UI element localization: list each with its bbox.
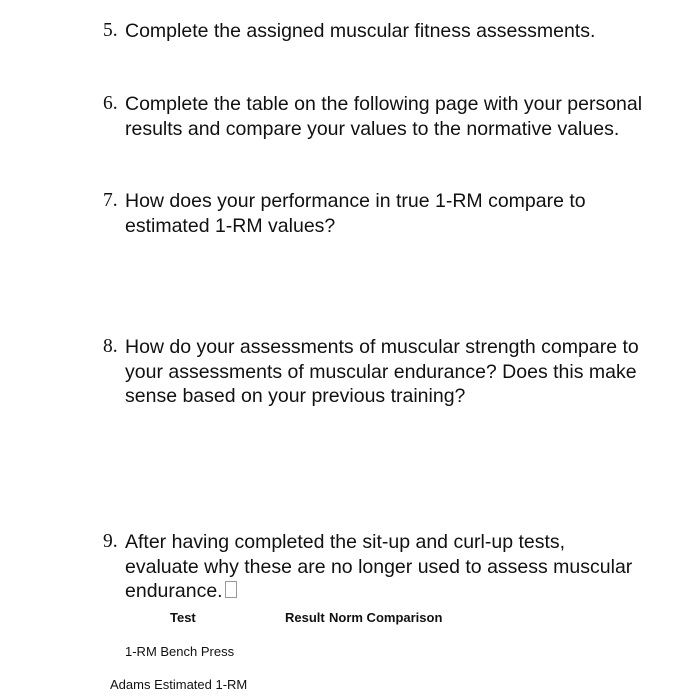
missing-glyph-icon [225,581,237,598]
question-5 [103,19,643,44]
question-6 [103,92,643,141]
question-number: 9. [103,531,118,552]
question-7 [103,189,643,238]
table-header-norm: Norm Comparison [329,610,443,625]
question-number: 7. [103,190,118,211]
question-text: Complete the assigned muscular fitness assessments. [125,20,596,42]
question-number: 5. [103,20,118,41]
question-text-wrap [125,530,643,604]
question-text: How do your assessments of muscular strength compare to your assessments of muscular endurance? Does this make sense based on your previous training? [125,336,639,407]
question-text: How does your performance in true 1-RM compare to estimated 1-RM values? [125,190,586,237]
question-number: 6. [103,93,118,114]
table-header-result: Result [285,610,325,625]
table-row-label: Adams Estimated 1-RM [110,677,248,692]
question-9 [103,530,643,604]
table-header-test: Test [170,610,196,625]
question-text: After having completed the sit-up and curl-up tests, evaluate why these are no longer used to assess muscular endurance. [125,531,633,602]
question-number: 8. [103,336,118,357]
table-row-label: 1-RM Bench Press [125,644,235,659]
question-8 [103,335,643,409]
question-text: Complete the table on the following page with your personal results and compare your values to the normative values. [125,93,643,140]
